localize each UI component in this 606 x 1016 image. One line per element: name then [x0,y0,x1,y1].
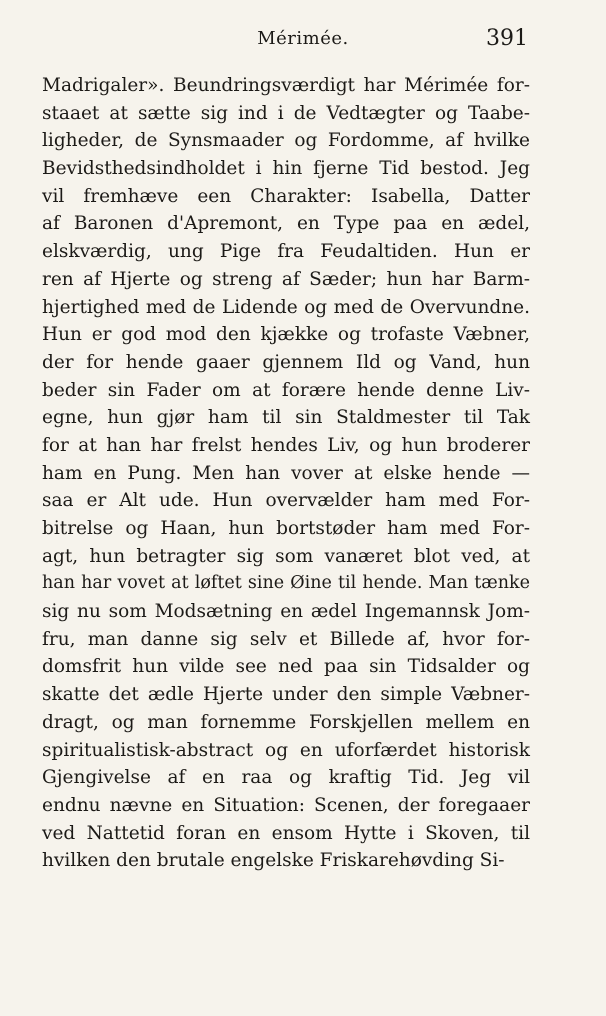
text-line: Bevidsthedsindholdet i hin fjerne Tid bestod. Jeg [42,158,530,180]
text-line: hjertighed med de Lidende og med de Overvundne. [42,296,530,318]
text-line: egne, hun gjør ham til sin Staldmester til Tak [42,407,530,429]
text-line: Gjengivelse af en raa og kraftig Tid. Jeg vil [42,767,530,789]
text-line: spiritualistisk-abstract og en uforfærdet historisk [42,739,530,761]
text-line: endnu nævne en Situation: Scenen, der foregaaer [42,794,530,816]
text-line: dragt, og man fornemme Forskjellen mellem en [42,711,530,733]
text-line: han har vovet at løftet sine Øine til hende. Man tænke [42,573,530,594]
text-line: fru, man danne sig selv et Billede af, hvor for- [42,628,530,650]
running-title: Mérimée. [257,28,349,49]
text-line: elskværdig, ung Pige fra Feudaltiden. Hun er [42,241,530,263]
text-line: ham en Pung. Men han vover at elske hende — [42,462,530,484]
text-line: skatte det ædle Hjerte under den simple Væbner- [42,684,530,706]
text-line: Hun er god mod den kjække og trofaste Væbner, [42,324,530,346]
text-line: Madrigaler». Beundringsværdigt har Mérimée for- [42,75,530,96]
text-line: agt, hun betragter sig som vanæret blot ved, at [42,545,530,567]
text-line: for at han har frelst hendes Liv, og hun broderer [42,434,530,456]
text-line: vil fremhæve een Charakter: Isabella, Datter [42,185,530,207]
text-line: hvilken den brutale engelske Friskarehøvding Si- [42,850,505,872]
text-line: der for hende gaaer gjennem Ild og Vand, hun [42,351,530,373]
text-line: ren af Hjerte og streng af Sæder; hun har Barm- [42,268,530,290]
text-line: af Baronen d'Apremont, en Type paa en ædel, [42,213,530,235]
text-line: bitrelse og Haan, hun bortstøder ham med For- [42,518,530,539]
text-line: ved Nattetid foran en ensom Hytte i Skoven, til [42,822,530,844]
text-line: sig nu som Modsætning en ædel Ingemannsk Jom- [42,601,530,623]
text-line: saa er Alt ude. Hun overvælder ham med For- [42,490,530,512]
text-line: ligheder, de Synsmaader og Fordomme, af hvilke [42,130,530,152]
page-number: 391 [486,26,528,51]
body-text [42,72,530,875]
text-line: beder sin Fader om at forære hende denne Liv- [42,379,530,401]
text-line: domsfrit hun vilde see ned paa sin Tidsalder og [42,656,530,678]
text-line: staaet at sætte sig ind i de Vedtægter og Taabe- [42,102,530,124]
